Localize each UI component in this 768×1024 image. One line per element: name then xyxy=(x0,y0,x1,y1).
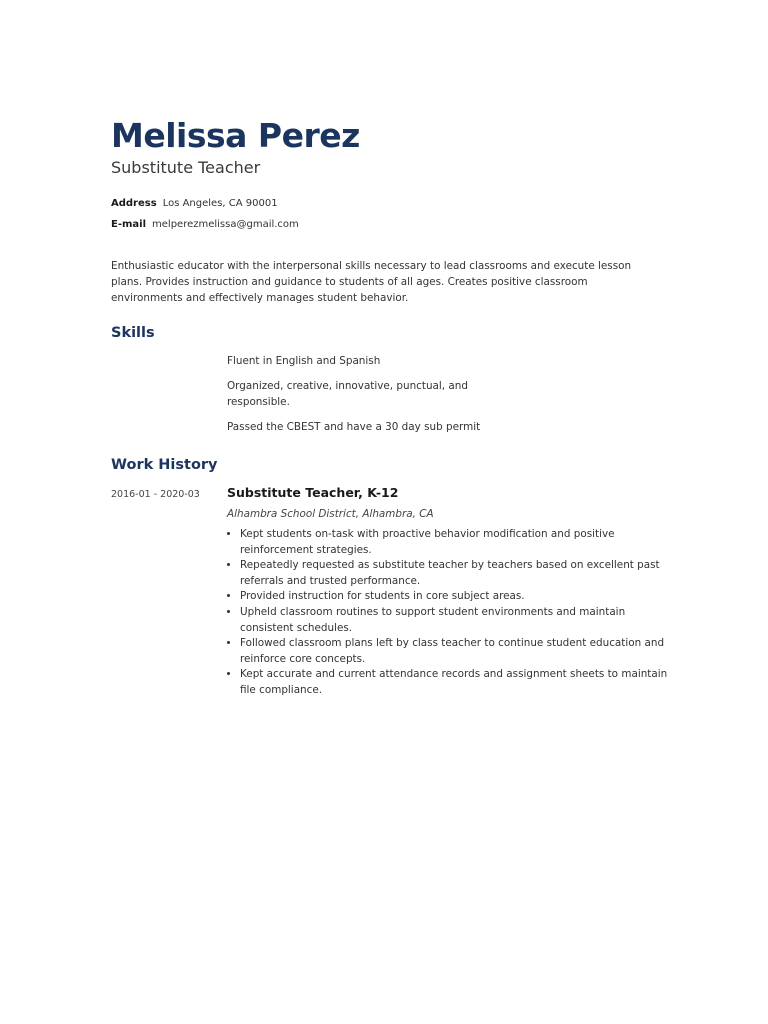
job-dates: 2016-01 - 2020-03 xyxy=(111,489,200,500)
job-bullet: • Upheld classroom routines to support student environments and maintain consistent schedules. xyxy=(240,605,670,636)
candidate-role: Substitute Teacher xyxy=(111,158,261,177)
job-bullet: • Kept accurate and current attendance records and assignment sheets to maintain file compliance. xyxy=(240,667,670,698)
job-bullet: • Repeatedly requested as substitute teacher by teachers based on excellent past referrals and trusted performance. xyxy=(240,558,670,589)
skills-list xyxy=(227,353,497,444)
address-value: Los Angeles, CA 90001 xyxy=(162,198,278,209)
job-employer: Alhambra School District, Alhambra, CA xyxy=(227,508,434,520)
skills-heading: Skills xyxy=(111,325,155,341)
job-bullet: • Kept students on-task with proactive behavior modification and positive reinforcement strategies. xyxy=(240,527,670,558)
work-history-heading: Work History xyxy=(111,457,218,473)
email-line xyxy=(111,219,299,230)
email-label: E-mail xyxy=(111,219,147,230)
job-bullet: • Provided instruction for students in core subject areas. xyxy=(240,589,670,605)
skill-item: Fluent in English and Spanish xyxy=(227,355,381,367)
skill-item: Passed the CBEST and have a 30 day sub permit xyxy=(227,421,481,433)
email-value[interactable]: melperezmelissa@gmail.com xyxy=(152,219,299,230)
job-bullet: • Followed classroom plans left by class teacher to continue student education and reinforce core concepts. xyxy=(240,636,670,667)
skill-item: Organized, creative, innovative, punctual, and responsible. xyxy=(227,380,468,408)
job-bullet-list xyxy=(227,527,670,699)
professional-summary: Enthusiastic educator with the interpersonal skills necessary to lead classrooms and execute lesson plans. Provides instruction and guidance to students of all ages. Creates positive classroom environments and effectively manages student behavior. xyxy=(111,260,632,304)
job-title: Substitute Teacher, K-12 xyxy=(227,485,399,500)
address-label: Address xyxy=(111,198,157,209)
address-line xyxy=(111,198,278,209)
candidate-name: Melissa Perez xyxy=(111,116,360,155)
